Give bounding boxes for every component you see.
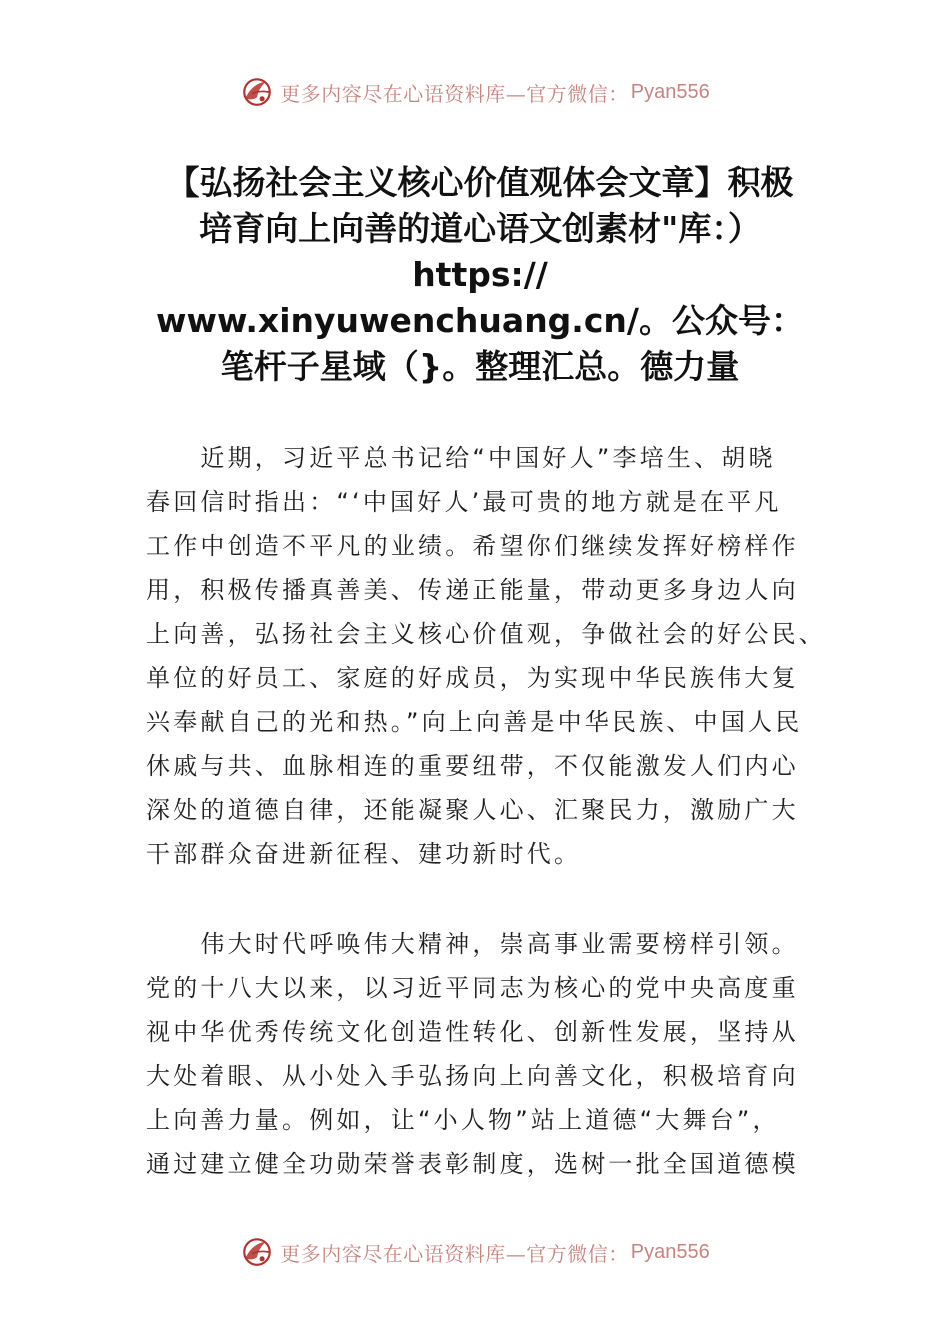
brand-logo-icon: [240, 75, 274, 109]
header-wechat-id: Pyan556: [630, 80, 710, 103]
text-line: 近期，习近平总书记给“中国好人”李培生、胡晓: [146, 444, 776, 472]
title-line: www.xinyuwenchuang.cn/。公众号：: [156, 301, 804, 340]
text-line: 春回信时指出：“‘中国好人’最可贵的地方就是在平凡: [146, 488, 782, 516]
text-line: 通过建立健全功勋荣誉表彰制度，选树一批全国道德模: [146, 1150, 799, 1178]
text-line: 伟大时代呼唤伟大精神，崇高事业需要榜样引领。: [146, 930, 799, 958]
text-line: 深处的道德自律，还能凝聚人心、汇聚民力，激励广大: [146, 796, 799, 824]
document-title: [140, 160, 820, 390]
text-line: 大处着眼、从小处入手弘扬向上向善文化，积极培育向: [146, 1062, 799, 1090]
title-line: 【弘扬社会主义核心价值观体会文章】积极: [166, 163, 794, 202]
header-watermark-banner: [0, 72, 950, 112]
text-line: 工作中创造不平凡的业绩。希望你们继续发挥好榜样作: [146, 532, 799, 560]
text-line: 用，积极传播真善美、传递正能量，带动更多身边人向: [146, 576, 799, 604]
text-line: 上向善，弘扬社会主义核心价值观，争做社会的好公民、: [146, 620, 826, 648]
title-line: https://: [412, 255, 548, 294]
text-line: 兴奉献自己的光和热。”向上向善是中华民族、中国人民: [146, 708, 803, 736]
text-line: 党的十八大以来，以习近平同志为核心的党中央高度重: [146, 974, 799, 1002]
text-line: 干部群众奋进新征程、建功新时代。: [146, 840, 582, 868]
text-line: 休戚与共、血脉相连的重要纽带，不仅能激发人们内心: [146, 752, 799, 780]
footer-watermark-banner: [0, 1232, 950, 1272]
header-watermark-text: 更多内容尽在心语资料库—官方微信：: [280, 81, 629, 106]
text-line: 单位的好员工、家庭的好成员，为实现中华民族伟大复: [146, 664, 799, 692]
footer-watermark-text: 更多内容尽在心语资料库—官方微信：: [280, 1241, 629, 1266]
brand-logo-icon: [240, 1235, 274, 1269]
title-line: 培育向上向善的道心语文创素材"库：）: [199, 209, 761, 248]
text-line: 上向善力量。例如，让“小人物”站上道德“大舞台”，: [146, 1106, 780, 1134]
text-line: 视中华优秀传统文化创造性转化、创新性发展，坚持从: [146, 1018, 799, 1046]
footer-wechat-id: Pyan556: [630, 1240, 710, 1263]
body-paragraph-1: [146, 436, 826, 876]
body-paragraph-2: [146, 922, 810, 1186]
title-line: 笔杆子星域（}。整理汇总。德力量: [220, 347, 740, 386]
